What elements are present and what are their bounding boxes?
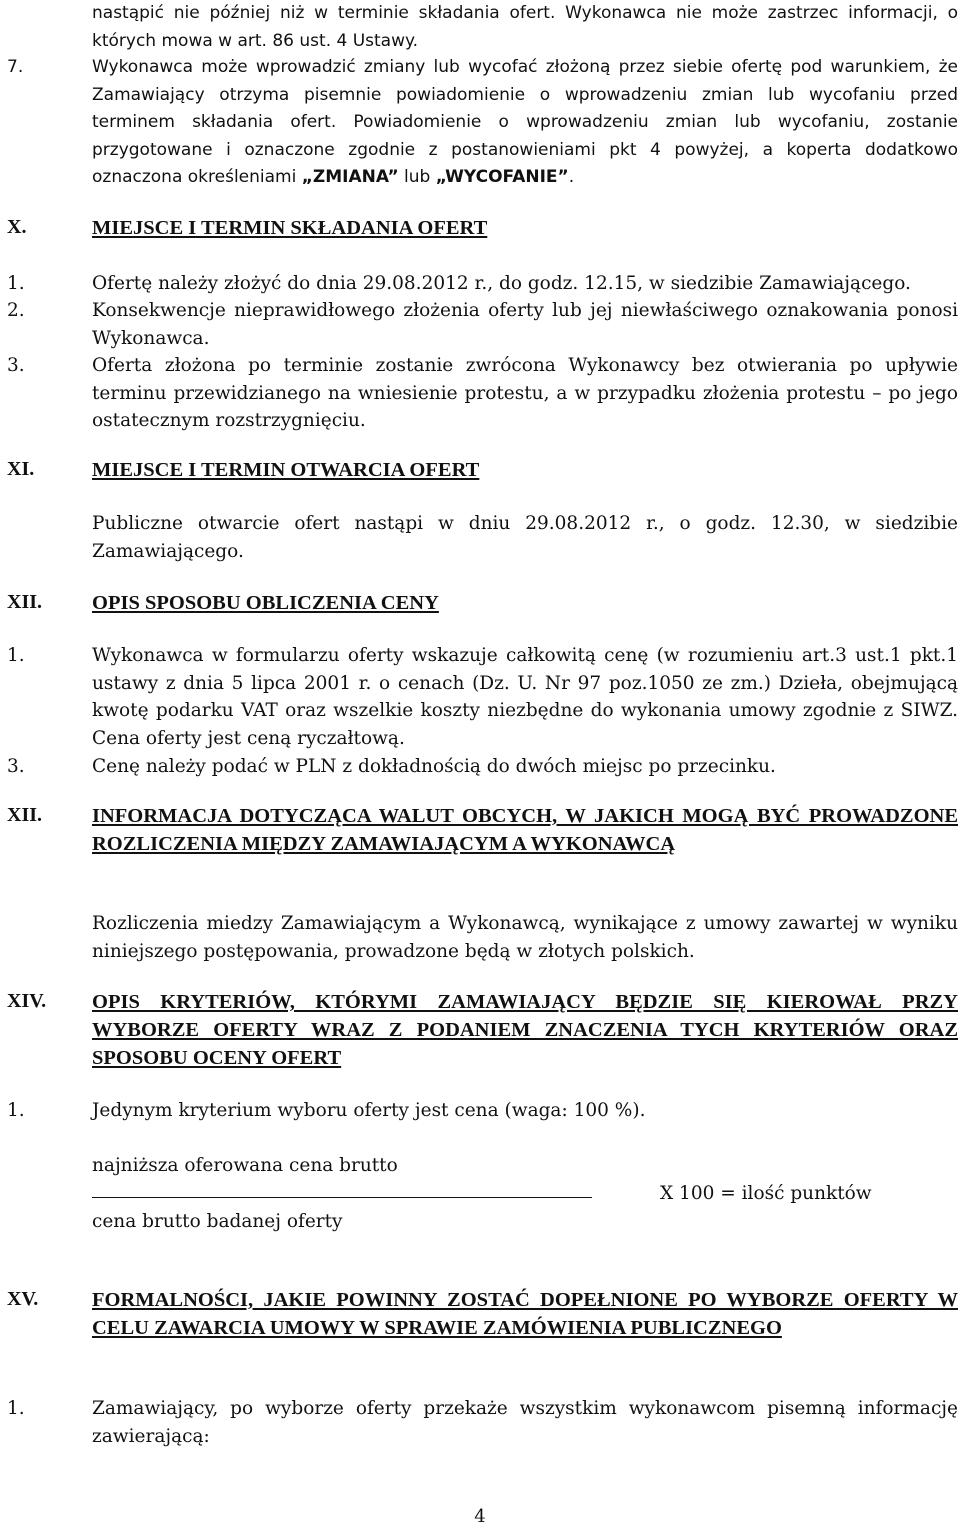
section-title: MIEJSCE I TERMIN SKŁADANIA OFERT [92,217,488,239]
score-formula [0,1152,960,1242]
section-number: XI. [7,458,35,480]
list-number: 3. [7,756,25,777]
section-title: OPIS SPOSOBU OBLICZENIA CENY [92,592,439,614]
list-number: 1. [7,1398,25,1419]
page-number: 4 [474,1506,486,1527]
section-number: XII. [7,804,43,826]
list-number: 1. [7,273,25,294]
section-xi-paragraph: Publiczne otwarcie ofert nastąpi w dniu 29.08.2012 r., o godz. 12.30, w siedzibie Zamawiającego. [92,513,958,562]
list-item-text: Wykonawca w formularzu oferty wskazuje całkowitą cenę (w rozumieniu art.3 ust.1 pkt.1 ustawy z dnia 5 lipca 2001 r. o cenach (Dz. U. Nr 97 poz.1050 ze zm.) Dzieła, obejmującą kwotę podarku VAT oraz wszelkie koszty niezbędne do wykonania umowy zgodnie z SIWZ. Cena oferty jest ceną ryczałtową. [92,645,958,749]
formula-denominator: cena brutto badanej oferty [92,1211,343,1232]
item7-text [92,54,958,192]
section-number: XV. [7,1288,39,1310]
item7-conj: lub [398,167,436,187]
section-number: XII. [7,591,43,613]
keyword-wycofanie: „WYCOFANIE” [435,167,569,187]
list-number: 2. [7,300,25,321]
list-item-text: Konsekwencje nieprawidłowego złożenia oferty lub jej niewłaściwego oznakowania ponosi Wykonawca. [92,300,958,349]
section-title: INFORMACJA DOTYCZĄCA WALUT OBCYCH, W JAKICH MOGĄ BYĆ PROWADZONE ROZLICZENIA MIĘDZY ZAMAWIAJĄCYM A WYKONAWCĄ [92,805,958,855]
list-number: 1. [7,645,25,666]
list-item-text: Cenę należy podać w PLN z dokładnością do dwóch miejsc po przecinku. [92,756,776,777]
section-number: XIV. [7,990,47,1012]
keyword-zmiana: „ZMIANA” [301,167,399,187]
list-item-text: Jedynym kryterium wyboru oferty jest cena (waga: 100 %). [92,1100,646,1121]
list-number: 7. [7,57,24,77]
fraction-line [92,1197,592,1198]
list-item-text: Zamawiający, po wyborze oferty przekaże wszystkim wykonawcom pisemną informację zawierającą: [92,1398,958,1447]
section-number: X. [7,216,27,238]
list-item-text: Ofertę należy złożyć do dnia 29.08.2012 r., do godz. 12.15, w siedzibie Zamawiającego. [92,273,911,294]
section-title: OPIS KRYTERIÓW, KTÓRYMI ZAMAWIAJĄCY BĘDZIE SIĘ KIEROWAŁ PRZY WYBORZE OFERTY WRAZ Z PODANIEM ZNACZENIA TYCH KRYTERIÓW ORAZ SPOSOBU OCENY OFERT [92,991,958,1069]
section-title: FORMALNOŚCI, JAKIE POWINNY ZOSTAĆ DOPEŁNIONE PO WYBORZE OFERTY W CELU ZAWARCIA UMOWY W SPRAWIE ZAMÓWIENIA PUBLICZNEGO [92,1289,958,1339]
list-number: 1. [7,1100,25,1121]
formula-numerator: najniższa oferowana cena brutto [92,1155,398,1176]
list-number: 3. [7,355,25,376]
item7-end: . [568,167,575,187]
formula-result: X 100 = ilość punktów [660,1183,872,1204]
list-item-text: Oferta złożona po terminie zostanie zwrócona Wykonawcy bez otwierania po upływie terminu przewidzianego na wniesienie protestu, a w przypadku złożenia protestu – po jego ostatecznym rozstrzygnięciu. [92,355,958,431]
intro-paragraph: nastąpić nie później niż w terminie składania ofert. Wykonawca nie może zastrzec informacji, o których mowa w art. 86 ust. 4 Ustawy. [92,3,958,51]
section-title: MIEJSCE I TERMIN OTWARCIA OFERT [92,459,480,481]
section-xii-b-paragraph: Rozliczenia miedzy Zamawiającym a Wykonawcą, wynikające z umowy zawartej w wyniku niniejszego postępowania, prowadzone będą w złotych polskich. [92,913,958,962]
item7-text-main: Wykonawca może wprowadzić zmiany lub wycofać złożoną przez siebie ofertę pod warunkiem, że Zamawiający otrzyma pisemnie powiadomienie o wprowadzeniu zmian lub wycofaniu przed terminem składania ofert. Powiadomienie o wprowadzeniu zmian lub wycofaniu, zostanie przygotowane i oznaczone zgodnie z postanowieniami pkt 4 powyżej, a koperta dodatkowo oznaczona określeniami [92,57,958,187]
